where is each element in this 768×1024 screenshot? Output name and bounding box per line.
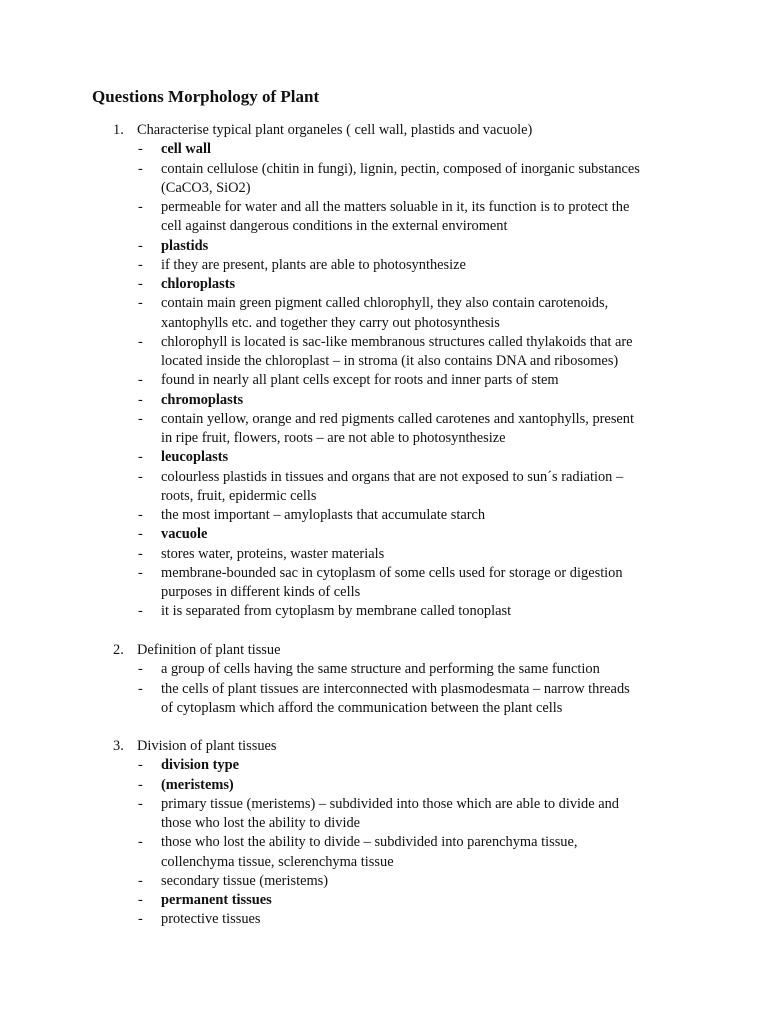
list-item: those who lost the ability to divide (161, 815, 361, 831)
list-item: membrane-bounded sac in cytoplasm of some cells used for storage or digestion (161, 564, 623, 581)
list-item-heading: division type (161, 757, 239, 774)
section-heading: Definition of plant tissue (137, 642, 281, 658)
list-bullet: - (138, 872, 143, 889)
list-item: secondary tissue (meristems) (161, 872, 329, 889)
list-item: primary tissue (meristems) – subdivided into those which are able to divide and (161, 795, 619, 812)
list-item: a group of cells having the same structure and performing the same function (161, 661, 600, 678)
list-bullet: - (138, 526, 143, 543)
list-bullet: - (138, 276, 143, 292)
list-item: (CaCO3, SiO2) (161, 179, 251, 196)
list-item-heading: permanent tissues (161, 892, 272, 908)
list-item: collenchyma tissue, sclerenchyma tissue (161, 853, 394, 870)
section-number: 3. (113, 738, 124, 754)
list-item: in ripe fruit, flowers, roots – are not able to photosynthesize (161, 430, 506, 446)
list-item: roots, fruit, epidermic cells (161, 487, 317, 504)
list-bullet: - (138, 295, 143, 312)
list-bullet: - (138, 141, 143, 158)
list-item: purposes in different kinds of cells (161, 584, 361, 600)
list-bullet: - (138, 333, 143, 350)
section-number: 2. (113, 642, 124, 658)
list-bullet: - (138, 680, 143, 697)
list-item: the most important – amyloplasts that accumulate starch (161, 507, 486, 523)
list-item-heading: vacuole (161, 526, 208, 543)
list-item-heading: chloroplasts (161, 276, 236, 292)
section-heading: Division of plant tissues (137, 738, 277, 754)
list-bullet: - (138, 892, 143, 908)
list-bullet: - (138, 449, 143, 466)
list-item: located inside the chloroplast – in stroma (it also contains DNA and ribosomes) (161, 353, 619, 369)
list-bullet: - (138, 507, 143, 523)
list-item: cell against dangerous conditions in the external enviroment (161, 218, 508, 235)
list-item: xantophylls etc. and together they carry out photosynthesis (161, 314, 500, 331)
list-bullet: - (138, 564, 143, 581)
list-item-heading: cell wall (161, 141, 211, 158)
list-bullet: - (138, 468, 143, 485)
list-bullet: - (138, 256, 143, 273)
list-item: chlorophyll is located is sac-like membranous structures called thylakoids that are (161, 333, 633, 350)
list-item: contain main green pigment called chlorophyll, they also contain carotenoids, (161, 295, 609, 312)
list-bullet: - (138, 199, 143, 215)
list-bullet: - (138, 795, 143, 812)
section-number: 1. (113, 122, 124, 138)
list-item-heading: leucoplasts (161, 449, 229, 466)
list-bullet: - (138, 237, 143, 254)
list-item: those who lost the ability to divide – subdivided into parenchyma tissue, (161, 834, 578, 851)
list-item: contain yellow, orange and red pigments called carotenes and xantophylls, present (161, 410, 635, 427)
list-item: stores water, proteins, waster materials (161, 545, 385, 562)
list-bullet: - (138, 545, 143, 562)
section-heading: Characterise typical plant organeles ( cell wall, plastids and vacuole) (137, 122, 533, 138)
list-item: if they are present, plants are able to photosynthesize (161, 256, 466, 273)
list-item-heading: (meristems) (161, 776, 234, 793)
list-item: permeable for water and all the matters soluable in it, its function is to protect the (161, 199, 630, 215)
list-item: it is separated from cytoplasm by membrane called tonoplast (161, 603, 512, 620)
list-item: of cytoplasm which afford the communication between the plant cells (161, 699, 563, 716)
list-item: protective tissues (161, 911, 261, 928)
list-bullet: - (138, 834, 143, 851)
page-title: Questions Morphology of Plant (92, 87, 320, 106)
list-bullet: - (138, 391, 143, 408)
list-bullet: - (138, 603, 143, 620)
list-item: contain cellulose (chitin in fungi), lignin, pectin, composed of inorganic substances (161, 160, 640, 177)
list-item: the cells of plant tissues are interconnected with plasmodesmata – narrow threads (161, 680, 630, 697)
list-bullet: - (138, 410, 143, 427)
list-bullet: - (138, 776, 143, 793)
list-bullet: - (138, 911, 143, 928)
list-bullet: - (138, 661, 143, 678)
list-bullet: - (138, 372, 143, 389)
list-item-heading: chromoplasts (161, 391, 244, 408)
list-item: colourless plastids in tissues and organs that are not exposed to sun´s radiation – (161, 468, 624, 485)
list-bullet: - (138, 757, 143, 774)
list-item: found in nearly all plant cells except for roots and inner parts of stem (161, 372, 559, 389)
list-bullet: - (138, 160, 143, 177)
list-item-heading: plastids (161, 237, 209, 254)
